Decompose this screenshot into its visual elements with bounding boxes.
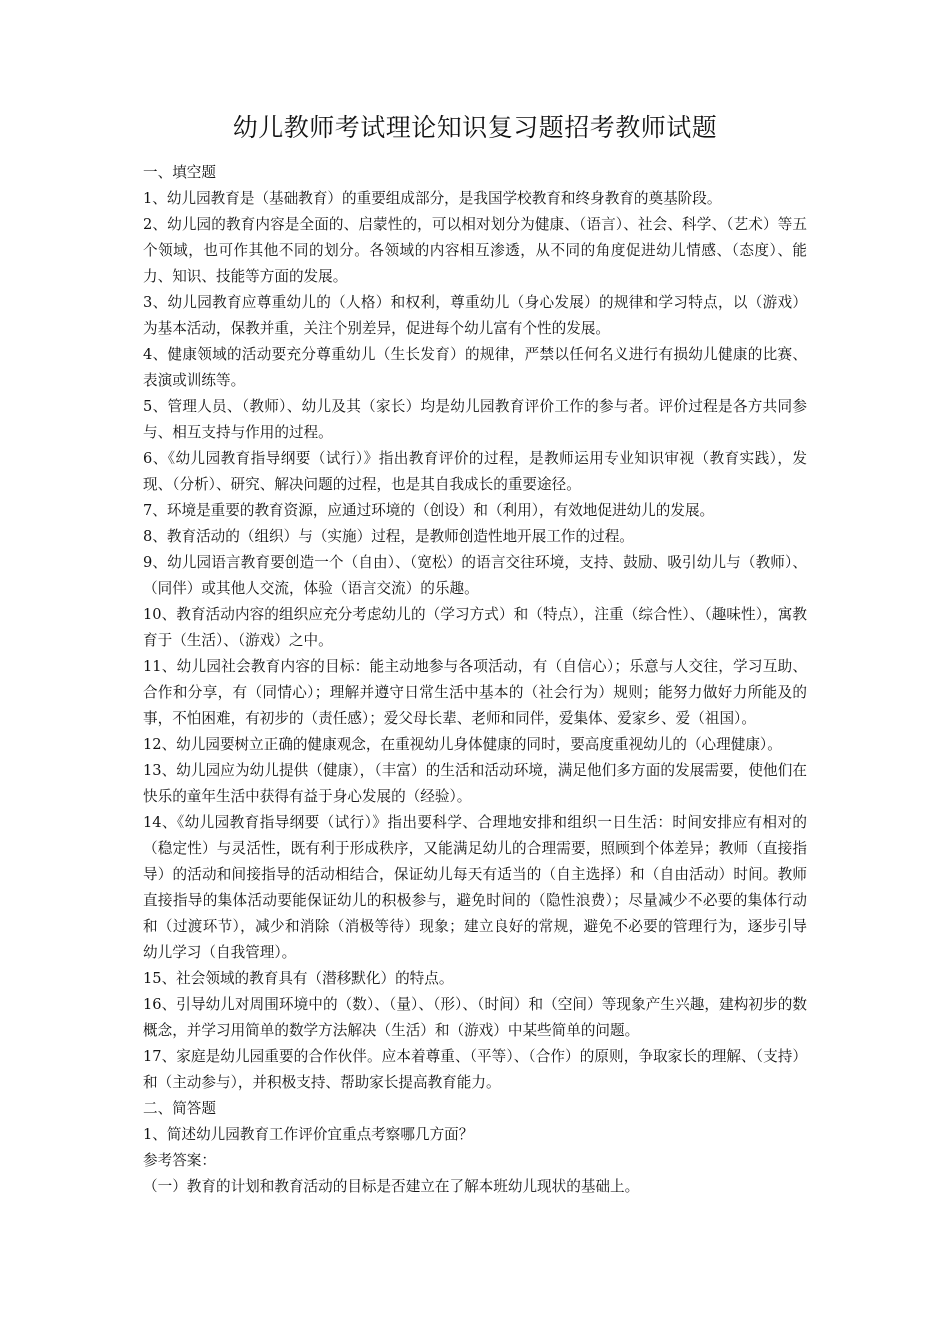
question-item-6: 6、《幼儿园教育指导纲要（试行）》指出教育评价的过程，是教师运用专业知识审视（教育实践），发现、（分析）、研究、解决问题的过程，也是其自我成长的重要途径。 <box>143 450 807 493</box>
question-item-7: 7、环境是重要的教育资源，应通过环境的（创设）和（利用），有效地促进幼儿的发展。 <box>143 502 715 519</box>
answer-point-1: （一）教育的计划和教育活动的目标是否建立在了解本班幼儿现状的基础上。 <box>143 1178 640 1195</box>
question-item-10: 10、教育活动内容的组织应充分考虑幼儿的（学习方式）和（特点），注重（综合性）、（趣味性），寓教育于（生活）、（游戏）之中。 <box>143 606 807 649</box>
short-answer-question-1: 1、简述幼儿园教育工作评价宜重点考察哪几方面？ <box>143 1126 474 1143</box>
section-heading-short-answer: 二、简答题 <box>143 1100 216 1117</box>
question-item-16: 16、引导幼儿对周围环境中的（数）、（量）、（形）、（时间）和（空间）等现象产生兴趣，建构初步的数概念，并学习用简单的数学方法解决（生活）和（游戏）中某些简单的问题。 <box>143 996 807 1039</box>
question-item-13: 13、幼儿园应为幼儿提供（健康），（丰富）的生活和活动环境，满足他们多方面的发展需要，使他们在快乐的童年生活中获得有益于身心发展的（经验）。 <box>143 762 807 805</box>
question-item-11: 11、幼儿园社会教育内容的目标：能主动地参与各项活动，有（自信心）；乐意与人交往，学习互助、合作和分享，有（同情心）；理解并遵守日常生活中基本的（社会行为）规则；能努力做好力所能及的事，不怕困难，有初步的（责任感）；爱父母长辈、老师和同伴，爱集体、爱家乡、爱（祖国）。 <box>143 658 807 727</box>
question-item-9: 9、幼儿园语言教育要创造一个（自由）、（宽松）的语言交往环境，支持、鼓励、吸引幼儿与（教师）、（同伴）或其他人交流，体验（语言交流）的乐趣。 <box>143 554 807 597</box>
answer-label: 参考答案： <box>143 1152 216 1169</box>
question-item-15: 15、社会领域的教育具有（潜移默化）的特点。 <box>143 970 454 987</box>
section-heading-fill-blank: 一、填空题 <box>143 164 216 181</box>
question-item-12: 12、幼儿园要树立正确的健康观念，在重视幼儿身体健康的同时，要高度重视幼儿的（心理健康）。 <box>143 736 782 753</box>
document-title: 幼儿教师考试理论知识复习题招考教师试题 <box>232 113 718 142</box>
question-item-4: 4、健康领域的活动要充分尊重幼儿（生长发育）的规律，严禁以任何名义进行有损幼儿健康的比赛、表演或训练等。 <box>143 346 807 389</box>
question-item-8: 8、教育活动的（组织）与（实施）过程，是教师创造性地开展工作的过程。 <box>143 528 634 545</box>
question-item-2: 2、幼儿园的教育内容是全面的、启蒙性的，可以相对划分为健康、（语言）、社会、科学、（艺术）等五个领域，也可作其他不同的划分。各领域的内容相互渗透，从不同的角度促进幼儿情感、（态度）、能力、知识、技能等方面的发展。 <box>143 216 807 285</box>
question-item-17: 17、家庭是幼儿园重要的合作伙伴。应本着尊重、（平等）、（合作）的原则，争取家长的理解、（支持）和（主动参与），并积极支持、帮助家长提高教育能力。 <box>143 1048 807 1091</box>
question-item-14: 14、《幼儿园教育指导纲要（试行）》指出要科学、合理地安排和组织一日生活：时间安排应有相对的（稳定性）与灵活性，既有利于形成秩序，又能满足幼儿的合理需要，照顾到个体差异；教师（直接指导）的活动和间接指导的活动相结合，保证幼儿每天有适当的（自主选择）和（自由活动）时间。教师直接指导的集体活动要能保证幼儿的积极参与，避免时间的（隐性浪费）；尽量减少不必要的集体行动和（过渡环节），减少和消除（消极等待）现象；建立良好的常规，避免不必要的管理行为，逐步引导幼儿学习（自我管理）。 <box>143 814 807 961</box>
document-body <box>143 160 807 1200</box>
question-item-5: 5、管理人员、（教师）、幼儿及其（家长）均是幼儿园教育评价工作的参与者。评价过程是各方共同参与、相互支持与作用的过程。 <box>143 398 807 441</box>
question-item-3: 3、幼儿园教育应尊重幼儿的（人格）和权利，尊重幼儿（身心发展）的规律和学习特点，以（游戏）为基本活动，保教并重，关注个别差异，促进每个幼儿富有个性的发展。 <box>143 294 807 337</box>
question-item-1: 1、幼儿园教育是（基础教育）的重要组成部分，是我国学校教育和终身教育的奠基阶段。 <box>143 190 722 207</box>
